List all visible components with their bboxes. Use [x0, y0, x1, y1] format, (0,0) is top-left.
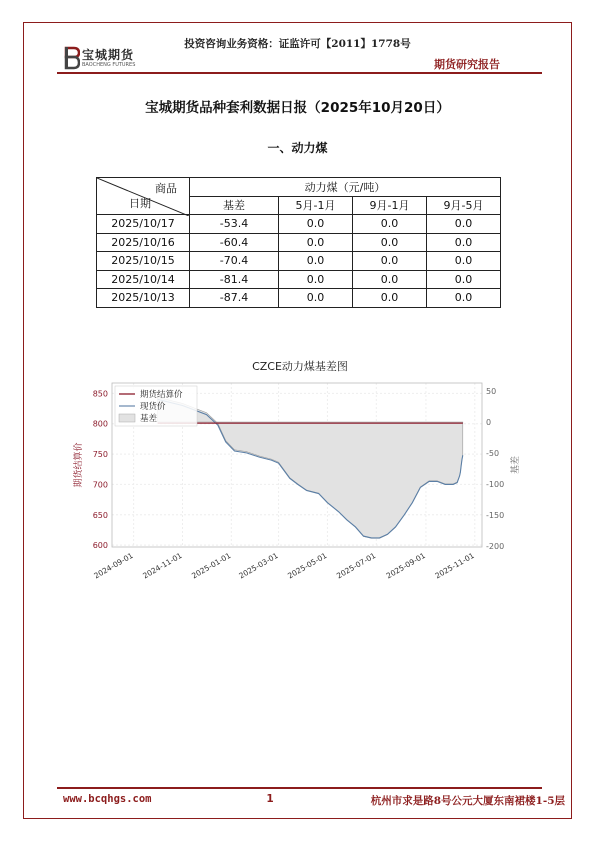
- table-corner-cell: [97, 178, 190, 215]
- spread-cell: 0.0: [427, 215, 501, 234]
- y-right-tick-label: -150: [486, 510, 505, 520]
- x-tick-label: 2025-11-01: [433, 550, 476, 581]
- spread-cell: 0.0: [279, 215, 353, 234]
- basis-cell: -70.4: [190, 252, 279, 271]
- header-divider: [57, 72, 542, 74]
- basis-cell: -60.4: [190, 233, 279, 252]
- corner-bottom-label: 日期: [129, 197, 151, 210]
- footer-divider: [57, 787, 542, 789]
- spread-cell: 0.0: [279, 270, 353, 289]
- page-number: 1: [266, 793, 274, 805]
- y-left-tick-label: 750: [92, 450, 108, 460]
- y-right-tick-label: -200: [486, 541, 505, 551]
- date-cell: 2025/10/16: [97, 233, 190, 252]
- plot-area: [72, 383, 521, 581]
- y-right-tick-label: 0: [486, 417, 492, 427]
- x-tick-label: 2025-01-01: [190, 550, 233, 581]
- spread-cell: 0.0: [353, 233, 427, 252]
- y-left-tick-label: 650: [92, 510, 108, 520]
- logo-mark-icon: [64, 46, 80, 70]
- y-right-tick-label: -100: [486, 479, 505, 489]
- table-row: [97, 270, 501, 289]
- date-cell: 2025/10/15: [97, 252, 190, 271]
- date-cell: 2025/10/14: [97, 270, 190, 289]
- report-title: 宝城期货品种套利数据日报（2025年10月20日）: [145, 100, 450, 116]
- spread-cell: 0.0: [427, 252, 501, 271]
- logo-subtitle: BAOCHENG FUTURES: [82, 62, 136, 68]
- legend-basis-swatch: [119, 414, 135, 422]
- basis-cell: -81.4: [190, 270, 279, 289]
- column-header: 9月-5月: [427, 196, 501, 215]
- corner-top-label: 商品: [155, 182, 177, 195]
- x-tick-label: 2025-05-01: [286, 550, 329, 581]
- x-tick-label: 2025-07-01: [335, 550, 378, 581]
- chart-title: CZCE动力煤基差图: [252, 360, 348, 373]
- basis-area: [158, 397, 463, 538]
- spread-cell: 0.0: [427, 233, 501, 252]
- legend-spot-label: 现货价: [140, 402, 166, 412]
- y-left-tick-label: 850: [92, 389, 108, 399]
- table-row: [97, 215, 501, 234]
- x-tick-label: 2025-03-01: [237, 550, 280, 581]
- spread-table: [96, 177, 501, 308]
- x-tick-label: 2025-09-01: [384, 550, 427, 581]
- basis-chart: [70, 356, 530, 586]
- section-title: 一、动力煤: [267, 141, 328, 155]
- legend-basis-label: 基差: [140, 414, 158, 424]
- y-left-tick-label: 700: [92, 480, 108, 490]
- basis-cell: -87.4: [190, 289, 279, 308]
- y-left-tick-label: 600: [92, 541, 108, 551]
- report-type: 期货研究报告: [434, 58, 500, 71]
- legend-futures-label: 期货结算价: [140, 390, 183, 400]
- spread-cell: 0.0: [279, 289, 353, 308]
- spread-cell: 0.0: [427, 289, 501, 308]
- spread-cell: 0.0: [353, 252, 427, 271]
- table-row: [97, 289, 501, 308]
- group-header: 动力煤（元/吨）: [190, 178, 501, 197]
- y-right-tick-label: -50: [486, 448, 500, 458]
- spread-cell: 0.0: [279, 252, 353, 271]
- y-right-axis-label: 基差: [511, 455, 521, 475]
- spread-cell: 0.0: [353, 289, 427, 308]
- x-tick-label: 2024-11-01: [141, 550, 184, 581]
- y-left-tick-label: 800: [92, 419, 108, 429]
- date-cell: 2025/10/13: [97, 289, 190, 308]
- column-header: 基差: [190, 196, 279, 215]
- column-header: 9月-1月: [353, 196, 427, 215]
- spread-cell: 0.0: [279, 233, 353, 252]
- logo-name: 宝城期货: [82, 48, 135, 62]
- footer-address: 杭州市求是路8号公元大厦东南裙楼1-5层: [370, 795, 565, 807]
- spread-cell: 0.0: [353, 215, 427, 234]
- spread-cell: 0.0: [353, 270, 427, 289]
- column-header: 5月-1月: [279, 196, 353, 215]
- basis-cell: -53.4: [190, 215, 279, 234]
- qualification-text: 投资咨询业务资格：证监许可【2011】1778号: [184, 38, 411, 50]
- spread-cell: 0.0: [427, 270, 501, 289]
- company-logo: [64, 46, 154, 72]
- table-row: [97, 252, 501, 271]
- table-row: [97, 233, 501, 252]
- date-cell: 2025/10/17: [97, 215, 190, 234]
- y-right-tick-label: 50: [486, 387, 497, 397]
- x-tick-label: 2024-09-01: [92, 550, 135, 581]
- y-left-axis-label: 期货结算价: [74, 442, 84, 488]
- footer-website[interactable]: www.bcqhgs.com: [63, 793, 152, 805]
